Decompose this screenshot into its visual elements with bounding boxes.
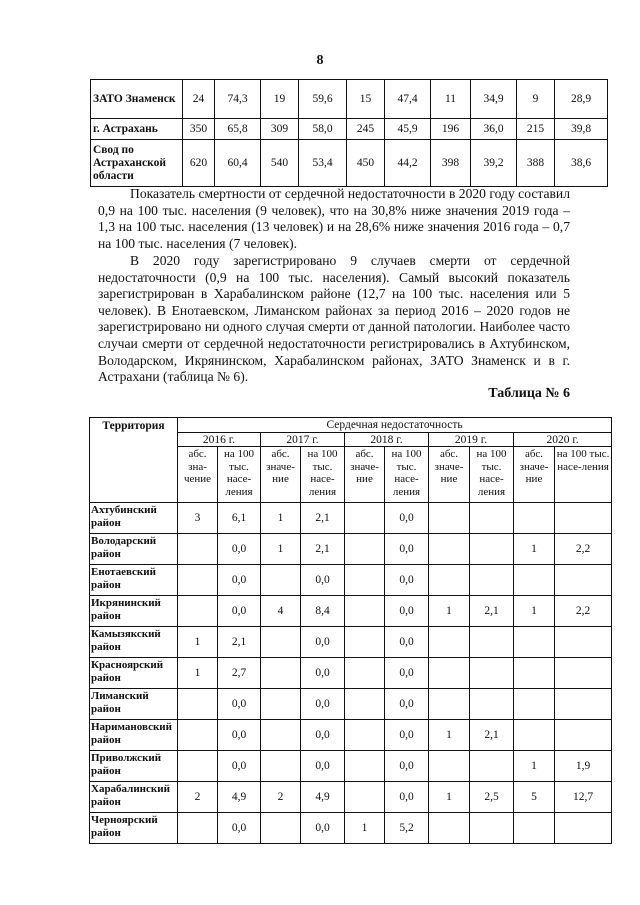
rate-value-cell — [555, 503, 612, 534]
sub-header-abs: абс. значе-ние — [514, 447, 555, 503]
rate-value-cell — [470, 565, 514, 596]
territory-cell: Володарский район — [90, 534, 178, 565]
table-row — [90, 503, 612, 534]
territory-cell: Черноярский район — [90, 813, 178, 844]
sub-header-abs: абс. значе-ние — [261, 447, 301, 503]
rate-value-cell: 0,0 — [385, 627, 429, 658]
territory-cell: Свод по Астраханской области — [91, 140, 183, 187]
rate-value-cell: 5,2 — [385, 813, 429, 844]
value-cell: 196 — [431, 119, 471, 140]
abs-value-cell — [514, 627, 555, 658]
abs-value-cell — [345, 720, 385, 751]
year-header: 2018 г. — [345, 433, 429, 447]
value-cell: 245 — [347, 119, 385, 140]
territory-cell: Наримановский район — [90, 720, 178, 751]
value-cell: 34,9 — [471, 80, 517, 119]
abs-value-cell: 2 — [261, 782, 301, 813]
value-cell: 47,4 — [385, 80, 431, 119]
top-mortality-table — [90, 79, 608, 187]
rate-value-cell — [470, 813, 514, 844]
abs-value-cell — [178, 813, 218, 844]
table-row — [90, 596, 612, 627]
rate-value-cell: 0,0 — [218, 534, 261, 565]
rate-value-cell — [470, 627, 514, 658]
value-cell: 215 — [517, 119, 555, 140]
value-cell: 9 — [517, 80, 555, 119]
abs-value-cell — [178, 565, 218, 596]
abs-value-cell — [345, 596, 385, 627]
rate-value-cell — [555, 813, 612, 844]
sub-header-rate: на 100 тыс. насе-ления — [470, 447, 514, 503]
abs-value-cell: 1 — [514, 596, 555, 627]
rate-value-cell: 0,0 — [301, 813, 345, 844]
table-row — [90, 689, 612, 720]
rate-value-cell: 0,0 — [301, 658, 345, 689]
table-row — [90, 813, 612, 844]
paragraph-mortality-summary: Показатель смертности от сердечной недостаточности в 2020 году составил 0,9 на 100 тыс. населения (9 человек), что на 30,8% ниже значения 2019 года – 1,3 на 100 тыс. населения (13 человек) и на 28,6% ниже значения 2016 года – 0,7 на 100 тыс. населения (7 человек). — [98, 186, 570, 251]
rate-value-cell: 0,0 — [385, 782, 429, 813]
rate-value-cell — [470, 534, 514, 565]
abs-value-cell — [345, 751, 385, 782]
table-row — [91, 140, 608, 187]
rate-value-cell: 2,1 — [470, 720, 514, 751]
rate-value-cell: 0,0 — [385, 503, 429, 534]
rate-value-cell — [555, 565, 612, 596]
rate-value-cell — [555, 720, 612, 751]
sub-header-rate: на 100 тыс. насе-ления — [385, 447, 429, 503]
value-cell: 398 — [431, 140, 471, 187]
abs-value-cell — [178, 689, 218, 720]
table-row — [90, 565, 612, 596]
abs-value-cell — [514, 565, 555, 596]
abs-value-cell: 1 — [261, 503, 301, 534]
territory-cell: Икрянинский район — [90, 596, 178, 627]
abs-value-cell — [178, 720, 218, 751]
abs-value-cell — [514, 689, 555, 720]
abs-value-cell — [261, 658, 301, 689]
rate-value-cell: 2,1 — [301, 503, 345, 534]
value-cell: 350 — [183, 119, 215, 140]
rate-value-cell: 2,2 — [555, 534, 612, 565]
rate-value-cell: 6,1 — [218, 503, 261, 534]
territory-cell: Харабалинский район — [90, 782, 178, 813]
rate-value-cell: 2,1 — [470, 596, 514, 627]
value-cell: 59,6 — [299, 80, 347, 119]
table-row — [90, 751, 612, 782]
value-cell: 74,3 — [215, 80, 261, 119]
value-cell: 450 — [347, 140, 385, 187]
abs-value-cell — [429, 658, 470, 689]
abs-value-cell — [345, 782, 385, 813]
territory-header: Территория — [90, 418, 178, 503]
rate-value-cell: 0,0 — [301, 565, 345, 596]
rate-value-cell: 0,0 — [385, 534, 429, 565]
sub-header-abs: абс. значе-ние — [345, 447, 385, 503]
rate-value-cell: 0,0 — [301, 720, 345, 751]
table-row — [90, 720, 612, 751]
rate-value-cell: 4,9 — [218, 782, 261, 813]
group-header: Сердечная недостаточность — [178, 418, 612, 433]
rate-value-cell: 0,0 — [218, 751, 261, 782]
territory-cell: Ахтубинский район — [90, 503, 178, 534]
abs-value-cell — [429, 534, 470, 565]
value-cell: 24 — [183, 80, 215, 119]
rate-value-cell: 2,1 — [218, 627, 261, 658]
rate-value-cell: 0,0 — [301, 627, 345, 658]
abs-value-cell — [261, 627, 301, 658]
abs-value-cell — [514, 658, 555, 689]
table-row — [90, 658, 612, 689]
rate-value-cell: 0,0 — [385, 596, 429, 627]
rate-value-cell — [470, 751, 514, 782]
abs-value-cell: 3 — [178, 503, 218, 534]
rate-value-cell — [470, 689, 514, 720]
abs-value-cell — [429, 565, 470, 596]
abs-value-cell — [429, 627, 470, 658]
value-cell: 388 — [517, 140, 555, 187]
abs-value-cell — [345, 503, 385, 534]
value-cell: 28,9 — [555, 80, 608, 119]
year-header: 2020 г. — [514, 433, 612, 447]
abs-value-cell — [514, 813, 555, 844]
rate-value-cell: 12,7 — [555, 782, 612, 813]
value-cell: 60,4 — [215, 140, 261, 187]
abs-value-cell — [429, 751, 470, 782]
rate-value-cell — [555, 627, 612, 658]
abs-value-cell: 1 — [429, 596, 470, 627]
abs-value-cell: 1 — [514, 751, 555, 782]
value-cell: 39,2 — [471, 140, 517, 187]
abs-value-cell — [345, 658, 385, 689]
abs-value-cell — [261, 813, 301, 844]
value-cell: 45,9 — [385, 119, 431, 140]
abs-value-cell — [345, 565, 385, 596]
rate-value-cell: 0,0 — [301, 751, 345, 782]
abs-value-cell: 1 — [345, 813, 385, 844]
value-cell: 309 — [261, 119, 299, 140]
abs-value-cell: 1 — [261, 534, 301, 565]
sub-header-abs: абс. зна-чение — [178, 447, 218, 503]
sub-header-rate: на 100 тыс. насе-ления — [555, 447, 612, 503]
abs-value-cell — [514, 720, 555, 751]
rate-value-cell: 2,5 — [470, 782, 514, 813]
abs-value-cell — [429, 813, 470, 844]
heart-failure-table — [89, 417, 612, 844]
rate-value-cell: 0,0 — [218, 689, 261, 720]
rate-value-cell: 4,9 — [301, 782, 345, 813]
rate-value-cell: 1,9 — [555, 751, 612, 782]
year-header: 2019 г. — [429, 433, 514, 447]
rate-value-cell: 2,2 — [555, 596, 612, 627]
value-cell: 620 — [183, 140, 215, 187]
rate-value-cell: 0,0 — [385, 658, 429, 689]
rate-value-cell: 2,7 — [218, 658, 261, 689]
abs-value-cell — [429, 689, 470, 720]
year-header: 2017 г. — [261, 433, 345, 447]
table-row — [90, 782, 612, 813]
abs-value-cell: 2 — [178, 782, 218, 813]
table-row — [91, 119, 608, 140]
value-cell: 19 — [261, 80, 299, 119]
rate-value-cell — [470, 503, 514, 534]
sub-header-abs: абс. значе-ние — [429, 447, 470, 503]
rate-value-cell: 0,0 — [218, 813, 261, 844]
rate-value-cell: 0,0 — [385, 720, 429, 751]
abs-value-cell: 1 — [429, 720, 470, 751]
abs-value-cell — [261, 565, 301, 596]
territory-cell: Красноярский район — [90, 658, 178, 689]
value-cell: 44,2 — [385, 140, 431, 187]
abs-value-cell: 5 — [514, 782, 555, 813]
value-cell: 36,0 — [471, 119, 517, 140]
value-cell: 65,8 — [215, 119, 261, 140]
rate-value-cell: 8,4 — [301, 596, 345, 627]
sub-header-rate: на 100 тыс. насе-ления — [301, 447, 345, 503]
rate-value-cell: 0,0 — [301, 689, 345, 720]
abs-value-cell: 4 — [261, 596, 301, 627]
abs-value-cell — [345, 689, 385, 720]
abs-value-cell: 1 — [514, 534, 555, 565]
value-cell: 15 — [347, 80, 385, 119]
year-header: 2016 г. — [178, 433, 261, 447]
abs-value-cell: 1 — [178, 627, 218, 658]
table-caption: Таблица № 6 — [488, 386, 570, 401]
value-cell: 58,0 — [299, 119, 347, 140]
abs-value-cell: 1 — [178, 658, 218, 689]
rate-value-cell: 0,0 — [385, 689, 429, 720]
rate-value-cell: 2,1 — [301, 534, 345, 565]
table-row — [90, 534, 612, 565]
value-cell: 39,8 — [555, 119, 608, 140]
rate-value-cell: 0,0 — [385, 751, 429, 782]
page-number: 8 — [316, 53, 324, 68]
abs-value-cell — [178, 596, 218, 627]
abs-value-cell — [261, 720, 301, 751]
territory-cell: Лиманский район — [90, 689, 178, 720]
sub-header-rate: на 100 тыс. насе-ления — [218, 447, 261, 503]
rate-value-cell: 0,0 — [385, 565, 429, 596]
rate-value-cell — [470, 658, 514, 689]
table-row — [90, 627, 612, 658]
abs-value-cell — [261, 689, 301, 720]
abs-value-cell — [514, 503, 555, 534]
rate-value-cell: 0,0 — [218, 596, 261, 627]
abs-value-cell — [345, 627, 385, 658]
abs-value-cell — [345, 534, 385, 565]
rate-value-cell: 0,0 — [218, 565, 261, 596]
value-cell: 540 — [261, 140, 299, 187]
abs-value-cell — [178, 534, 218, 565]
territory-cell: Приволжский район — [90, 751, 178, 782]
paragraph-case-details: В 2020 году зарегистрировано 9 случаев смерти от сердечной недостаточности (0,9 на 100 тыс. населения). Самый высокий показатель зарегистрирован в Харабалинском районе (12,7 на 100 тыс. населения или 5 человек). В Енотаевском, Лиманском районах за период 2016 – 2020 годов не зарегистрировано ни одного случая смерти от данной патологии. Наиболее часто случаи смерти от сердечной недостаточности регистрировались в Ахтубинском, Володарском, Икрянинском, Харабалинском районах, ЗАТО Знаменск и в г. Астрахани (таблица № 6). — [98, 253, 570, 385]
value-cell: 53,4 — [299, 140, 347, 187]
abs-value-cell — [178, 751, 218, 782]
territory-cell: ЗАТО Знаменск — [91, 80, 183, 119]
value-cell: 11 — [431, 80, 471, 119]
abs-value-cell — [429, 503, 470, 534]
rate-value-cell — [555, 689, 612, 720]
value-cell: 38,6 — [555, 140, 608, 187]
rate-value-cell: 0,0 — [218, 720, 261, 751]
territory-cell: Камызякский район — [90, 627, 178, 658]
territory-cell: г. Астрахань — [91, 119, 183, 140]
abs-value-cell — [261, 751, 301, 782]
rate-value-cell — [555, 658, 612, 689]
table-row — [91, 80, 608, 119]
abs-value-cell: 1 — [429, 782, 470, 813]
territory-cell: Енотаевский район — [90, 565, 178, 596]
